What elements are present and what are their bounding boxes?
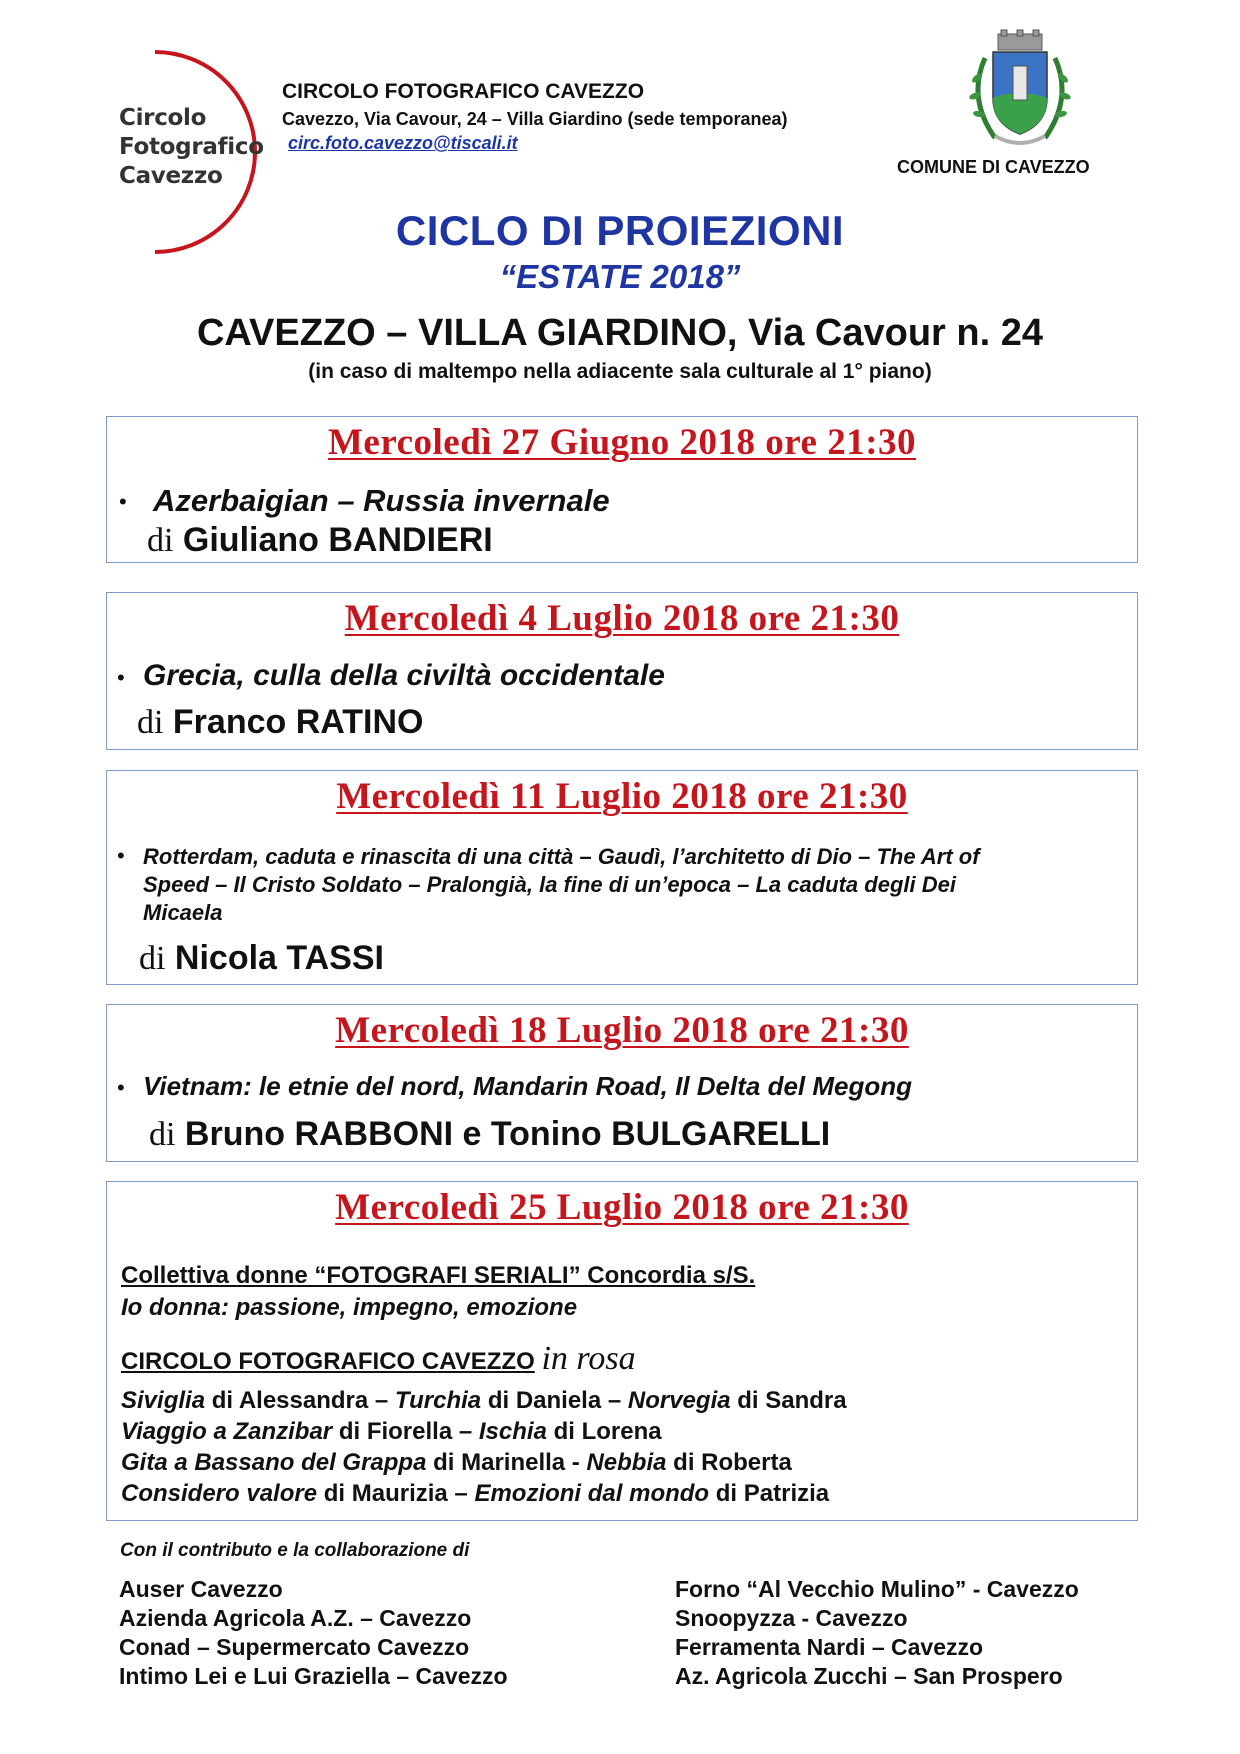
sponsor-item: Auser Cavezzo	[119, 1576, 283, 1602]
event-card	[106, 416, 1138, 563]
event-title: Azerbaigian – Russia invernale	[153, 483, 610, 518]
work-title: Turchia	[394, 1387, 482, 1414]
event-date: Mercoledì 4 Luglio 2018 ore 21:30	[344, 598, 900, 639]
work-title: Considero valore	[121, 1480, 318, 1507]
comune-label: COMUNE DI CAVEZZO	[897, 157, 1090, 177]
event-date: Mercoledì 11 Luglio 2018 ore 21:30	[336, 776, 908, 817]
event-date: Mercoledì 25 Luglio 2018 ore 21:30	[335, 1187, 909, 1228]
work-author: di Fiorella –	[332, 1418, 479, 1445]
work-line	[121, 1418, 662, 1446]
event-date: Mercoledì 27 Giugno 2018 ore 21:30	[327, 422, 917, 463]
event-author	[137, 703, 424, 742]
logo-wordmark	[119, 104, 264, 191]
event-title: Grecia, culla della civiltà occidentale	[143, 659, 665, 692]
work-author: di Daniela –	[481, 1387, 628, 1414]
event-card	[106, 770, 1138, 985]
work-title: Gita a Bassano del Grappa	[121, 1449, 427, 1476]
bullet: •	[117, 1075, 125, 1100]
event-author	[147, 521, 493, 560]
event-card	[106, 1004, 1138, 1162]
author-prefix: di	[149, 1116, 176, 1153]
author-prefix: di	[139, 940, 166, 977]
group-title: Collettiva donne “FOTOGRAFI SERIALI” Concordia s/S.	[121, 1262, 756, 1289]
event-title	[143, 843, 980, 927]
venue-note: (in caso di maltempo nella adiacente sala culturale al 1° piano)	[308, 360, 932, 383]
event-author	[139, 939, 384, 978]
work-title: Viaggio a Zanzibar	[121, 1418, 333, 1445]
work-title: Siviglia	[121, 1387, 206, 1414]
group-subtitle	[121, 1294, 577, 1322]
work-author: di Sandra	[730, 1387, 847, 1414]
page-subtitle: “ESTATE 2018”	[499, 258, 741, 295]
author-name: Giuliano BANDIERI	[182, 521, 493, 559]
event-card	[106, 592, 1138, 750]
logo-word: Fotografico	[119, 134, 264, 160]
club-name: CIRCOLO FOTOGRAFICO CAVEZZO	[282, 80, 645, 103]
club-address: Cavezzo, Via Cavour, 24 – Villa Giardino (sede temporanea)	[282, 109, 788, 129]
work-author: di Patrizia	[709, 1480, 830, 1507]
sponsor-item: Ferramenta Nardi – Cavezzo	[675, 1634, 984, 1660]
event-title: Vietnam: le etnie del nord, Mandarin Road, Il Delta del Megong	[143, 1071, 913, 1101]
work-title: Nebbia	[586, 1449, 667, 1476]
work-author: di Alessandra –	[205, 1387, 395, 1414]
author-name: Franco RATINO	[172, 703, 424, 741]
work-title: Emozioni dal mondo	[474, 1480, 710, 1507]
event-title-line: Micaela	[143, 900, 223, 925]
author-name: Nicola TASSI	[174, 939, 384, 977]
author-name: Bruno RABBONI e Tonino BULGARELLI	[184, 1115, 831, 1153]
page-title: CICLO DI PROIEZIONI	[395, 207, 845, 254]
event-title-line: Speed – Il Cristo Soldato – Pralongià, la fine di un’epoca – La caduta degli Dei	[143, 872, 956, 897]
event-date: Mercoledì 18 Luglio 2018 ore 21:30	[335, 1010, 909, 1051]
work-author: di Roberta	[666, 1449, 792, 1476]
event-title-line: Rotterdam, caduta e rinascita di una città – Gaudì, l’architetto di Dio – The Art of	[143, 844, 980, 869]
work-title: Ischia	[478, 1418, 547, 1445]
municipal-crest-icon	[965, 28, 1075, 153]
event-card	[106, 1181, 1138, 1521]
author-prefix: di	[137, 704, 164, 741]
work-line	[121, 1449, 792, 1477]
work-author: di Lorena	[546, 1418, 662, 1445]
event-author	[149, 1115, 830, 1154]
work-author: di Maurizia –	[317, 1480, 475, 1507]
bullet: •	[119, 489, 127, 514]
venue: CAVEZZO – VILLA GIARDINO, Via Cavour n. 24	[196, 312, 1043, 354]
work-line	[121, 1387, 847, 1415]
group-title-text: CIRCOLO FOTOGRAFICO CAVEZZO	[121, 1348, 535, 1375]
bullet: •	[117, 843, 125, 868]
sponsors-intro: Con il contributo e la collaborazione di	[120, 1540, 470, 1561]
sponsor-item: Intimo Lei e Lui Graziella – Cavezzo	[119, 1663, 508, 1689]
work-title: Norvegia	[627, 1387, 731, 1414]
sponsor-item: Azienda Agricola A.Z. – Cavezzo	[119, 1605, 472, 1631]
work-line	[121, 1480, 829, 1508]
sponsor-item: Az. Agricola Zucchi – San Prospero	[675, 1663, 1063, 1689]
group-subtitle-text: Io donna: passione, impegno, emozione	[121, 1294, 578, 1321]
group-title-suffix: in rosa	[541, 1340, 636, 1377]
sponsor-item: Conad – Supermercato Cavezzo	[119, 1634, 470, 1660]
author-prefix: di	[147, 522, 174, 559]
club-email-link[interactable]: circ.foto.cavezzo@tiscali.it	[288, 133, 518, 153]
logo-word: Cavezzo	[119, 163, 223, 189]
sponsor-item: Forno “Al Vecchio Mulino” - Cavezzo	[675, 1576, 1079, 1602]
group-title	[121, 1340, 636, 1378]
bullet: •	[117, 665, 125, 690]
sponsor-item: Snoopyzza - Cavezzo	[675, 1605, 908, 1631]
logo-word: Circolo	[119, 105, 207, 131]
work-author: di Marinella -	[426, 1449, 587, 1476]
